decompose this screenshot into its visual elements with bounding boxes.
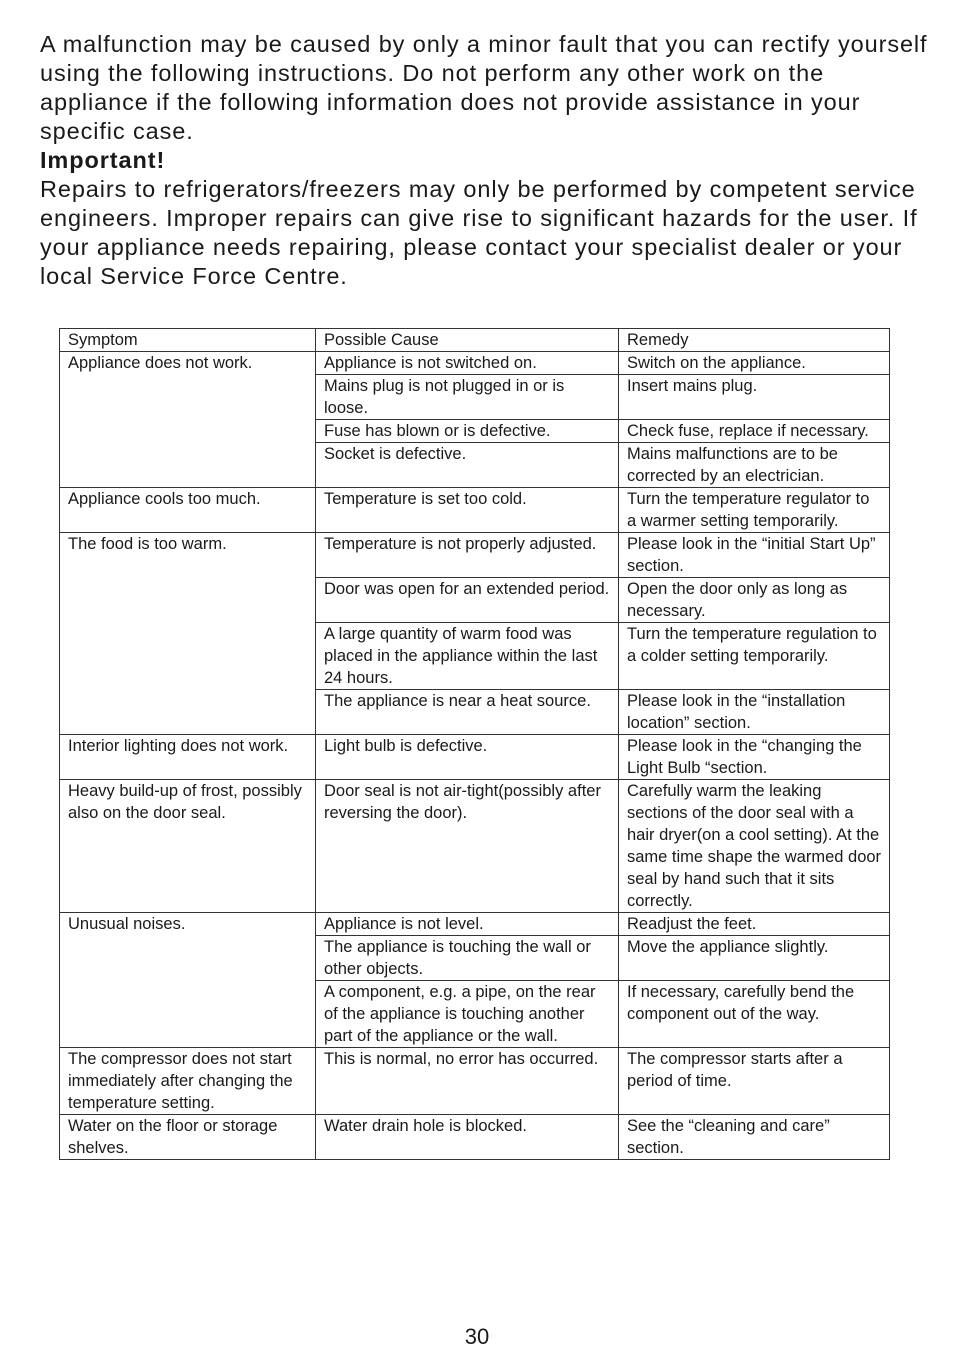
intro-section — [40, 30, 930, 291]
remedy-cell: Carefully warm the leaking sections of the door seal with a hair dryer(on a cool setting). At the same time shape the warmed door seal by hand such that it sits correctly. — [619, 780, 890, 913]
intro-paragraph: A malfunction may be caused by only a minor fault that you can rectify yourself using the following instructions. Do not perform any other work on the appliance if the following information does not provide assistance in your specific case. — [40, 31, 928, 144]
cause-cell: Water drain hole is blocked. — [316, 1115, 619, 1160]
symptom-cell: Heavy build-up of frost, possibly also on the door seal. — [60, 780, 316, 913]
important-heading: Important! — [40, 147, 166, 173]
remedy-cell: Open the door only as long as necessary. — [619, 578, 890, 623]
symptom-cell: Unusual noises. — [60, 913, 316, 1048]
table-row — [60, 533, 890, 578]
remedy-cell: Check fuse, replace if necessary. — [619, 420, 890, 443]
cause-cell: The appliance is near a heat source. — [316, 690, 619, 735]
table-body — [60, 352, 890, 1160]
symptom-cell: Interior lighting does not work. — [60, 735, 316, 780]
remedy-cell: If necessary, carefully bend the component out of the way. — [619, 981, 890, 1048]
symptom-cell: Appliance does not work. — [60, 352, 316, 488]
remedy-cell: Turn the temperature regulator to a warmer setting temporarily. — [619, 488, 890, 533]
header-symptom: Symptom — [60, 329, 316, 352]
troubleshooting-table — [59, 328, 890, 1160]
table-row — [60, 488, 890, 533]
cause-cell: Mains plug is not plugged in or is loose. — [316, 375, 619, 420]
table-row — [60, 735, 890, 780]
cause-cell: Appliance is not level. — [316, 913, 619, 936]
cause-cell: Door was open for an extended period. — [316, 578, 619, 623]
cause-cell: Light bulb is defective. — [316, 735, 619, 780]
header-remedy: Remedy — [619, 329, 890, 352]
symptom-cell: Appliance cools too much. — [60, 488, 316, 533]
remedy-cell: The compressor starts after a period of time. — [619, 1048, 890, 1115]
cause-cell: A component, e.g. a pipe, on the rear of the appliance is touching another part of the appliance or the wall. — [316, 981, 619, 1048]
remedy-cell: Please look in the “initial Start Up” section. — [619, 533, 890, 578]
remedy-cell: Please look in the “installation location” section. — [619, 690, 890, 735]
table-row — [60, 1115, 890, 1160]
table-row — [60, 1048, 890, 1115]
cause-cell: A large quantity of warm food was placed in the appliance within the last 24 hours. — [316, 623, 619, 690]
symptom-cell: The compressor does not start immediately after changing the temperature setting. — [60, 1048, 316, 1115]
symptom-cell: The food is too warm. — [60, 533, 316, 735]
cause-cell: Appliance is not switched on. — [316, 352, 619, 375]
cause-cell: Temperature is not properly adjusted. — [316, 533, 619, 578]
cause-cell: Fuse has blown or is defective. — [316, 420, 619, 443]
table-header-row — [60, 329, 890, 352]
remedy-cell: Move the appliance slightly. — [619, 936, 890, 981]
cause-cell: Door seal is not air-tight(possibly after reversing the door). — [316, 780, 619, 913]
remedy-cell: Readjust the feet. — [619, 913, 890, 936]
warning-paragraph: Repairs to refrigerators/freezers may only be performed by competent service engineers. Improper repairs can give rise to significant hazards for the user. If your appliance needs repairing, please contact your specialist dealer or your local Service Force Centre. — [40, 176, 918, 289]
remedy-cell: Insert mains plug. — [619, 375, 890, 420]
cause-cell: Temperature is set too cold. — [316, 488, 619, 533]
page-number: 30 — [464, 1324, 490, 1349]
table-row — [60, 913, 890, 936]
table-row — [60, 780, 890, 913]
remedy-cell: Please look in the “changing the Light Bulb “section. — [619, 735, 890, 780]
table-row — [60, 352, 890, 375]
remedy-cell: Turn the temperature regulation to a colder setting temporarily. — [619, 623, 890, 690]
cause-cell: This is normal, no error has occurred. — [316, 1048, 619, 1115]
cause-cell: Socket is defective. — [316, 443, 619, 488]
symptom-cell: Water on the floor or storage shelves. — [60, 1115, 316, 1160]
remedy-cell: See the “cleaning and care” section. — [619, 1115, 890, 1160]
remedy-cell: Switch on the appliance. — [619, 352, 890, 375]
remedy-cell: Mains malfunctions are to be corrected by an electrician. — [619, 443, 890, 488]
header-possible-cause: Possible Cause — [316, 329, 619, 352]
cause-cell: The appliance is touching the wall or other objects. — [316, 936, 619, 981]
